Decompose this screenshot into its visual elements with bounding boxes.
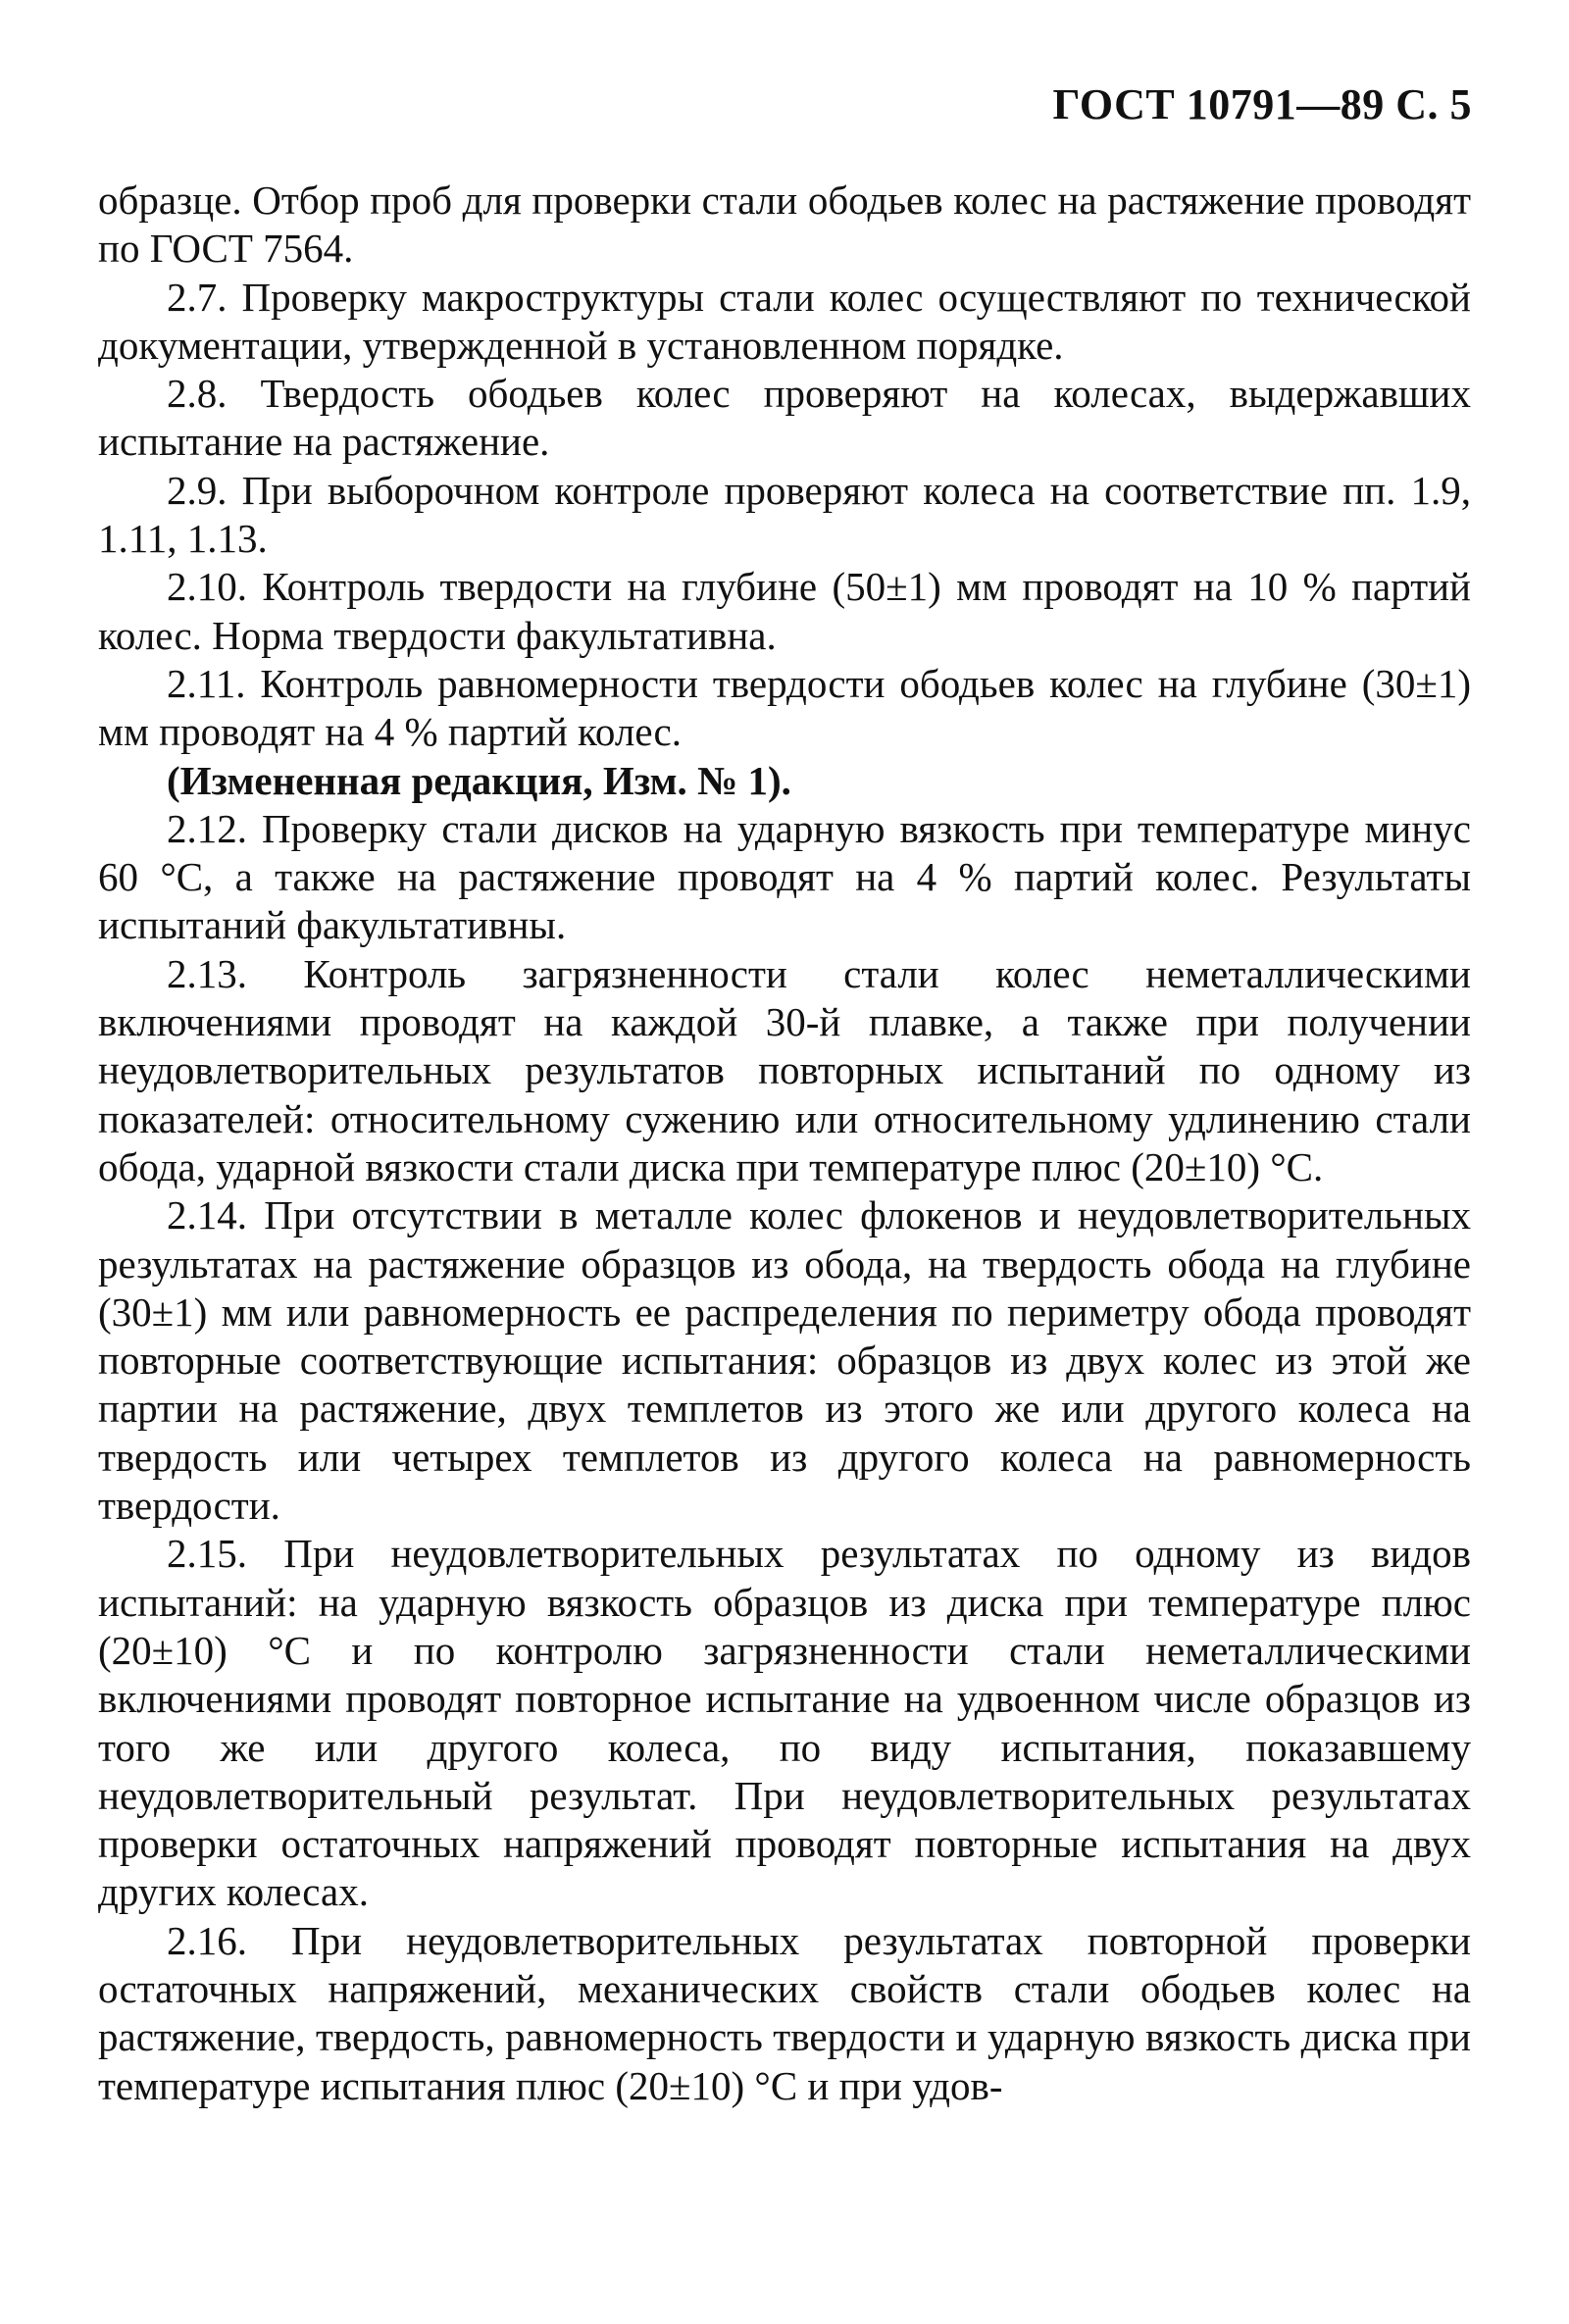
paragraph-2-15: 2.15. При неудовлетворительных результатах по одному из видов испытаний: на ударную вязкость образцов из диска при температуре плюс (20±10) °С и по контролю загрязненности стали неметаллическими включениями проводят повторное испытание на удвоенном числе образцов из того же или другого колеса, по виду испытания, показавшему неудовлетворительный результат. При неудовлетворительных результатах проверки остаточных напряжений проводят повторные испытания на двух других колесах.	[98, 1531, 1471, 1915]
paragraph-2-9: 2.9. При выборочном контроле проверяют колеса на соответствие пп. 1.9, 1.11, 1.13.	[98, 467, 1471, 562]
paragraph-2-11: 2.11. Контроль равномерности твердости ободьев колес на глубине (30±1) мм проводят на 4 % партий колес.	[98, 660, 1471, 755]
amendment-note: (Измененная редакция, Изм. № 1).	[167, 757, 791, 803]
paragraph-2-14: 2.14. При отсутствии в металле колес флокенов и неудовлетворительных результатах на растяжение образцов из обода, на твердость обода на глубине (30±1) мм или равномерность ее распределения по периметру обода проводят повторные соответствующие испытания: образцов из двух колес из этой же партии на растяжение, двух темплетов из этого же или другого колеса на твердость или четырех темплетов из другого колеса на равномерность твердости.	[98, 1192, 1471, 1529]
paragraph-2-10: 2.10. Контроль твердости на глубине (50±1) мм проводят на 10 % партий колес. Норма твердости факультативна.	[98, 564, 1471, 658]
paragraph-2-8: 2.8. Твердость ободьев колес проверяют на колесах, выдержавших испытание на растяжение.	[98, 371, 1471, 465]
document-body	[98, 177, 1471, 2110]
paragraph-2-16: 2.16. При неудовлетворительных результатах повторной проверки остаточных напряжений, механических свойств стали ободьев колес на растяжение, твердость, равномерность твердости и ударную вязкость диска при температуре испытания плюс (20±10) °С и при удов-	[98, 1917, 1471, 2108]
paragraph-2-13: 2.13. Контроль загрязненности стали колес неметаллическими включениями проводят на каждой 30-й плавке, а также при получении неудовлетворительных результатов повторных испытаний по одному из показателей: относительному сужению или относительному удлинению стали обода, ударной вязкости стали диска при температуре плюс (20±10) °С.	[98, 950, 1471, 1189]
page-header: ГОСТ 10791—89 С. 5	[1052, 80, 1472, 128]
paragraph-2-12: 2.12. Проверку стали дисков на ударную вязкость при температуре минус 60 °С, а также на растяжение проводят на 4 % партий колес. Результаты испытаний факультативны.	[98, 805, 1471, 948]
paragraph-continuation: образце. Отбор проб для проверки стали ободьев колес на растяжение проводят по ГОСТ 7564.	[98, 177, 1471, 272]
paragraph-2-7: 2.7. Проверку макроструктуры стали колес осуществляют по технической документации, утвержденной в установленном порядке.	[98, 274, 1471, 368]
